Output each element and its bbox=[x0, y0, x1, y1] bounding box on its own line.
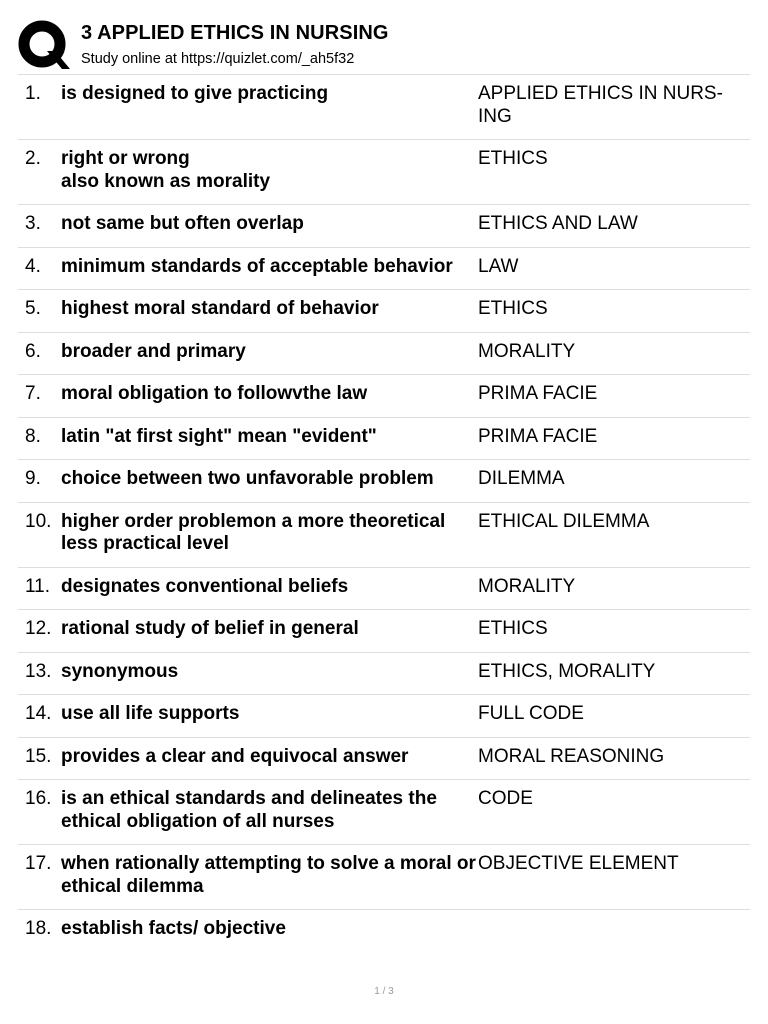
flashcard-row bbox=[18, 75, 750, 140]
flashcard-row bbox=[18, 205, 750, 248]
answer-text: PRIMA FACIE bbox=[478, 425, 598, 447]
row-number bbox=[18, 83, 61, 128]
question-text: choice between two unfavorable problem bbox=[61, 468, 434, 489]
question-text: designates conventional beliefs bbox=[61, 575, 349, 597]
row-number-label: 4. bbox=[25, 255, 41, 277]
page-title: 3 APPLIED ETHICS IN NURSING bbox=[81, 22, 389, 44]
row-number-label: 13. bbox=[25, 660, 52, 682]
row-number-label: 18. bbox=[25, 918, 52, 939]
answer-text: MORAL REASONING bbox=[478, 745, 665, 767]
row-number bbox=[18, 661, 61, 684]
row-number-label: 5. bbox=[25, 298, 41, 319]
answer-text: CODE bbox=[478, 788, 533, 809]
row-number-label: 17. bbox=[25, 853, 52, 874]
question-text: provides a clear and equivocal answer bbox=[61, 745, 409, 767]
question-text: minimum standards of acceptable behavior bbox=[61, 255, 453, 277]
question-text: is an ethical standards and delineates the ethical obligation of all nurses bbox=[61, 788, 437, 832]
row-number-label: 3. bbox=[25, 213, 41, 234]
answer-text: OBJECTIVE ELEMENT bbox=[478, 853, 679, 874]
flashcard-row bbox=[18, 290, 750, 333]
flashcard-row bbox=[18, 248, 750, 291]
row-number-label: 6. bbox=[25, 340, 41, 362]
row-number-label: 15. bbox=[25, 745, 52, 767]
question-text: use all life supports bbox=[61, 703, 240, 724]
answer-text: APPLIED ETHICS IN NURS-ING bbox=[478, 83, 723, 127]
answer-text: ETHICS, MORALITY bbox=[478, 660, 656, 682]
row-number bbox=[18, 213, 61, 236]
row-number-label: 8. bbox=[25, 425, 41, 447]
row-number bbox=[18, 468, 61, 491]
row-number-label: 2. bbox=[25, 148, 41, 169]
row-number bbox=[18, 618, 61, 641]
flashcard-row bbox=[18, 610, 750, 653]
question-text: rational study of belief in general bbox=[61, 618, 359, 639]
flashcard-row bbox=[18, 738, 750, 781]
row-number bbox=[18, 511, 61, 556]
row-number bbox=[18, 853, 61, 898]
row-number bbox=[18, 576, 61, 599]
answer-text: ETHICS bbox=[478, 148, 548, 169]
row-number-label: 7. bbox=[25, 383, 41, 404]
question-text: not same but often overlap bbox=[61, 213, 304, 234]
question-text: highest moral standard of behavior bbox=[61, 298, 379, 319]
row-number bbox=[18, 341, 61, 364]
row-number bbox=[18, 148, 61, 193]
flashcard-row bbox=[18, 910, 750, 952]
flashcard-row bbox=[18, 460, 750, 503]
flashcard-row bbox=[18, 333, 750, 376]
question-text: synonymous bbox=[61, 660, 179, 682]
answer-text: ETHICAL DILEMMA bbox=[478, 510, 650, 532]
row-number-label: 10. bbox=[25, 510, 52, 532]
answer-text: ETHICS bbox=[478, 618, 548, 639]
question-text: moral obligation to followvthe law bbox=[61, 383, 368, 404]
question-text: right or wrong also known as morality bbox=[61, 148, 271, 192]
flashcard-row bbox=[18, 418, 750, 461]
flashcard-row bbox=[18, 695, 750, 738]
row-number bbox=[18, 383, 61, 406]
answer-text: LAW bbox=[478, 255, 519, 277]
flashcard-row bbox=[18, 780, 750, 845]
question-text: is designed to give practicing bbox=[61, 83, 329, 104]
question-text: establish facts/ objective bbox=[61, 918, 286, 939]
row-number-label: 12. bbox=[25, 618, 52, 639]
answer-text: FULL CODE bbox=[478, 703, 584, 724]
flashcard-row bbox=[18, 653, 750, 696]
study-online-link[interactable]: Study online at https://quizlet.com/_ah5f32 bbox=[81, 51, 355, 67]
answer-text: MORALITY bbox=[478, 575, 576, 597]
row-number-label: 11. bbox=[25, 575, 51, 597]
flashcard-list bbox=[18, 74, 750, 952]
flashcard-row bbox=[18, 503, 750, 568]
flashcard-row bbox=[18, 845, 750, 910]
quizlet-q-logo-icon bbox=[18, 18, 70, 72]
page-header bbox=[18, 18, 750, 74]
answer-text: MORALITY bbox=[478, 340, 576, 362]
flashcard-row bbox=[18, 568, 750, 611]
answer-text bbox=[478, 918, 750, 941]
row-number bbox=[18, 426, 61, 449]
answer-text: ETHICS AND LAW bbox=[478, 213, 638, 234]
question-text: broader and primary bbox=[61, 340, 246, 362]
row-number bbox=[18, 918, 61, 941]
row-number-label: 16. bbox=[25, 788, 52, 809]
flashcard-row bbox=[18, 375, 750, 418]
row-number bbox=[18, 256, 61, 279]
question-text: higher order problemon a more theoretical less practical level bbox=[61, 510, 446, 554]
question-text: latin "at first sight" mean "evident" bbox=[61, 425, 377, 447]
row-number bbox=[18, 746, 61, 769]
row-number bbox=[18, 298, 61, 321]
row-number-label: 1. bbox=[25, 83, 41, 104]
flashcard-row bbox=[18, 140, 750, 205]
row-number bbox=[18, 703, 61, 726]
answer-text: DILEMMA bbox=[478, 468, 565, 489]
row-number-label: 14. bbox=[25, 703, 52, 724]
question-text: when rationally attempting to solve a moral or ethical dilemma bbox=[61, 853, 476, 897]
row-number bbox=[18, 788, 61, 833]
answer-text: PRIMA FACIE bbox=[478, 383, 598, 404]
row-number-label: 9. bbox=[25, 468, 41, 489]
page-number: 1 / 3 bbox=[374, 986, 394, 997]
answer-text: ETHICS bbox=[478, 298, 548, 319]
